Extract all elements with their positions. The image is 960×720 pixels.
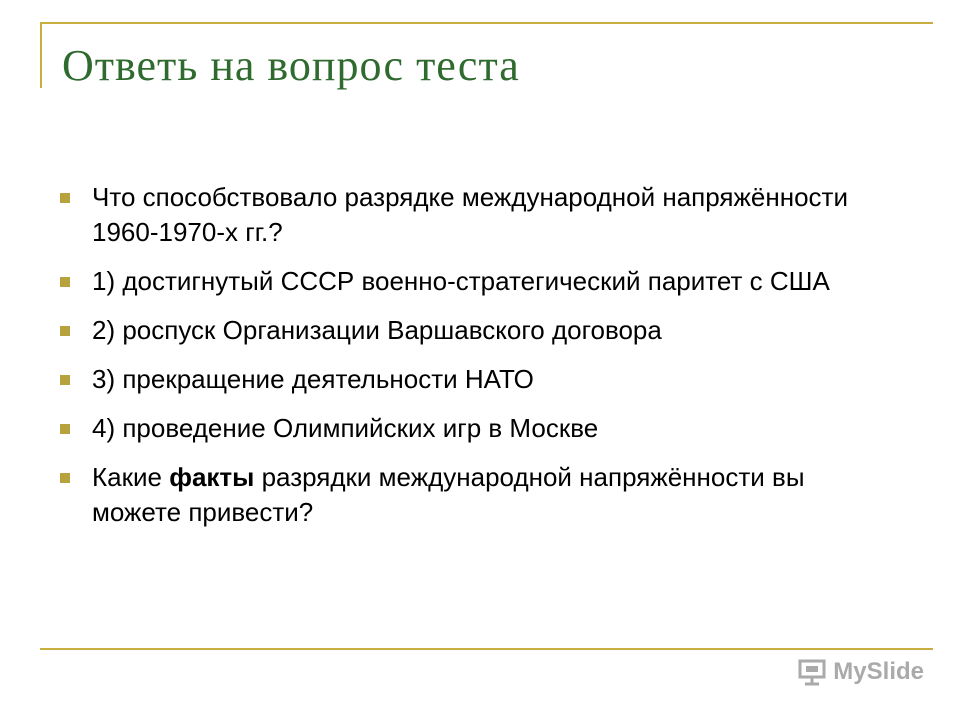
question-list [60,180,890,544]
list-item-text: 4) проведение Олимпийских игр в Москве [92,413,599,443]
list-item [60,362,890,397]
list-item [60,460,890,530]
top-divider [40,22,933,24]
list-item-text: 1) достигнутый СССР военно-стратегический паритет с США [92,266,830,296]
list-item-text-bold: факты [169,462,255,492]
logo-text: MySlide [833,658,924,685]
list-item-text: 3) прекращение деятельности НАТО [92,364,534,394]
bullet-icon [60,326,70,336]
list-item-text: 2) роспуск Организации Варшавского договора [92,315,662,345]
list-item-text-pre: Какие [92,462,170,492]
slide-title: Ответь на вопрос теста [62,41,520,90]
list-item [60,264,890,299]
list-item [60,313,890,348]
presentation-board-icon [797,658,827,686]
list-item [60,180,890,250]
list-item [60,411,890,446]
bullet-icon [60,473,70,483]
left-divider [40,22,42,88]
bottom-divider [40,648,933,650]
bullet-icon [60,375,70,385]
bullet-icon [60,193,70,203]
list-item-text-post: разрядки международной напряжённости вы можете привести? [92,462,805,527]
list-item-text: Что способствовало разрядке международной напряжённости 1960-1970-х гг.? [92,182,848,247]
myslide-logo [797,654,924,690]
bullet-icon [60,424,70,434]
bullet-icon [60,277,70,287]
